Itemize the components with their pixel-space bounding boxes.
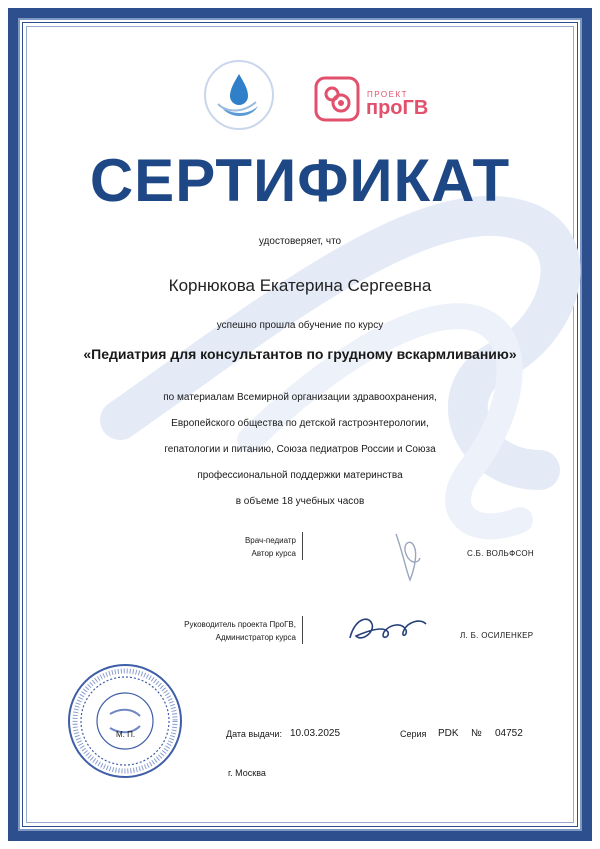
signer1-signature <box>388 530 428 590</box>
series-value: PDK <box>438 728 459 739</box>
completed-text: успешно прошла обучение по курсу <box>216 320 384 331</box>
progv-logo <box>314 76 444 122</box>
signer2-role <box>150 618 296 644</box>
signer2-divider <box>302 616 303 644</box>
body-line-1: по материалам Всемирной организации здравоохранения, <box>163 392 437 403</box>
issue-date-label: Дата выдачи: <box>226 729 282 739</box>
progv-project-label: ПРОЕКТ <box>367 90 409 99</box>
seal-place-label: М. П. <box>116 730 136 739</box>
signer1-name: С.Б. ВОЛЬФСОН <box>467 549 534 558</box>
signer2-role-line1: Руководитель проекта ПроГВ, <box>184 620 296 629</box>
body-line-5: в объеме 18 учебных часов <box>235 496 365 507</box>
progv-brand: проГВ <box>366 97 429 119</box>
issue-city: г. Москва <box>228 768 266 778</box>
union-logo <box>202 58 276 132</box>
body-line-2: Европейского общества по детской гастроэнтерологии, <box>171 418 429 429</box>
signer2-role-line2: Администратор курса <box>215 633 296 642</box>
signer1-role-line2: Автор курса <box>251 549 296 558</box>
certificate-title: СЕРТИФИКАТ <box>89 147 511 214</box>
recipient-name: Корнюкова Екатерина Сергеевна <box>168 276 432 295</box>
progv-emblem-icon <box>314 76 360 122</box>
signer2-name: Л. Б. ОСИЛЕНКЕР <box>460 631 534 640</box>
signer2-signature <box>344 608 430 652</box>
number-value: 04752 <box>495 728 523 739</box>
series-label: Серия <box>400 729 427 739</box>
signer1-role <box>180 534 296 560</box>
number-label: № <box>471 728 482 739</box>
body-line-4: профессиональной поддержки материнства <box>197 470 403 481</box>
signer1-divider <box>302 532 303 560</box>
certifies-text: удостоверяет, что <box>258 236 342 247</box>
signer1-role-line1: Врач-педиатр <box>244 536 296 545</box>
issue-date-value: 10.03.2025 <box>290 728 341 739</box>
organization-stamp <box>66 662 184 780</box>
body-line-3: гепатологии и питанию, Союза педиатров России и Союза <box>164 444 436 455</box>
course-title: «Педиатрия для консультантов по грудному вскармливанию» <box>83 346 517 362</box>
